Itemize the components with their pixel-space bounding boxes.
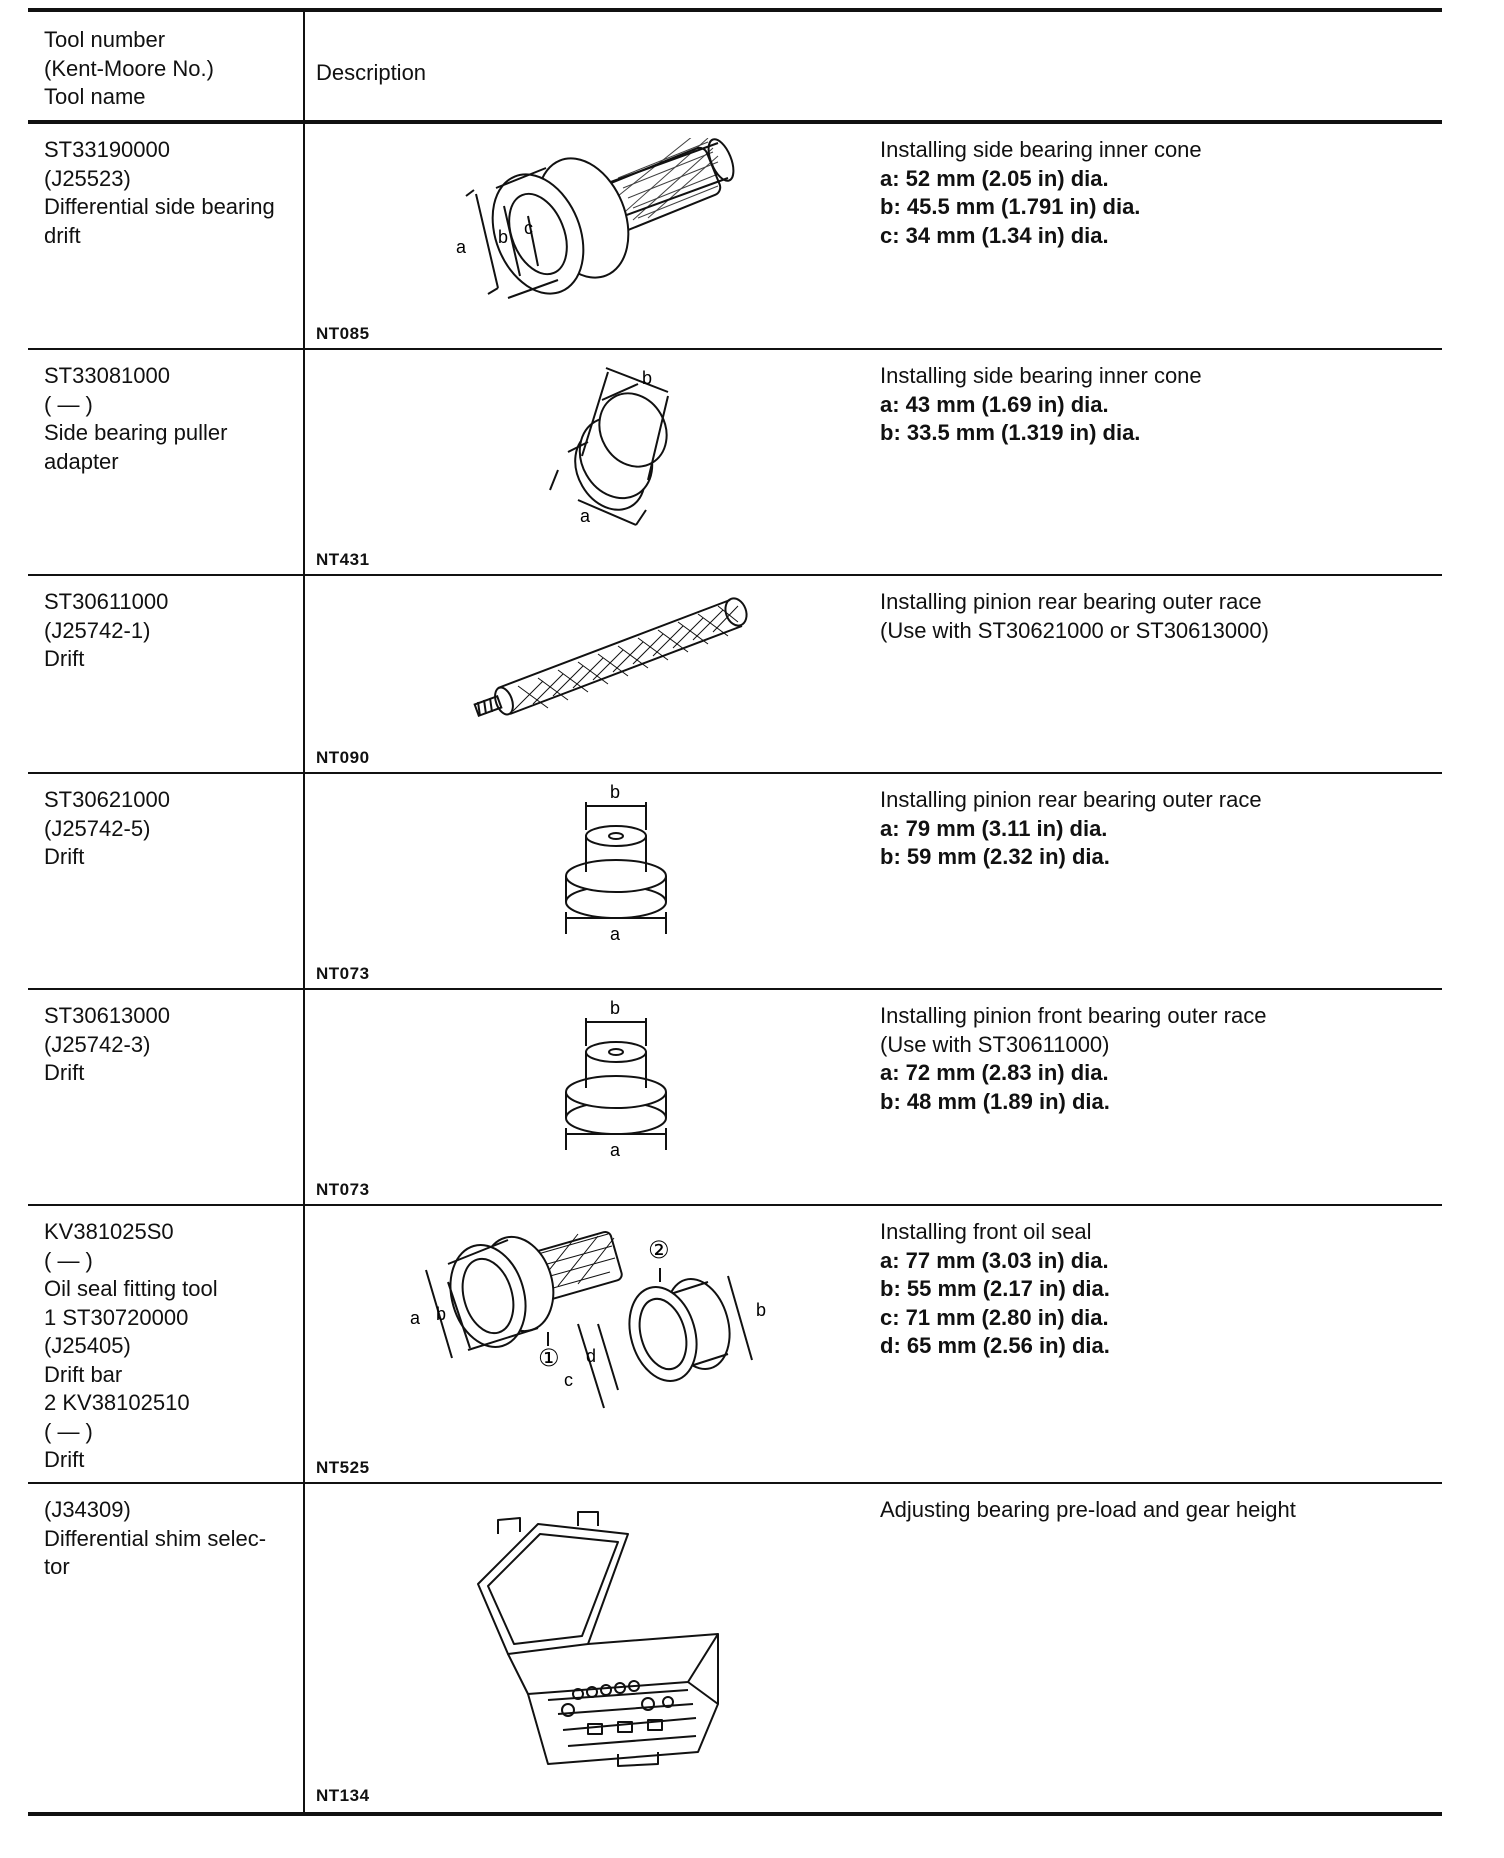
dimension-spec: b: 55 mm (2.17 in) dia. bbox=[880, 1276, 1110, 1301]
description bbox=[880, 786, 1262, 872]
description bbox=[880, 362, 1202, 448]
kent-moore-number: ( — ) bbox=[44, 1418, 93, 1444]
dim-label: a bbox=[580, 506, 591, 526]
dimension-spec: a: 77 mm (3.03 in) dia. bbox=[880, 1247, 1109, 1273]
table-row bbox=[28, 774, 1442, 990]
component-number: 2 KV38102510 bbox=[44, 1390, 190, 1415]
table-row bbox=[28, 124, 1442, 350]
dim-label: b bbox=[610, 1000, 621, 1018]
kent-moore-number: (J25405) bbox=[44, 1333, 131, 1358]
figure-code: NT073 bbox=[316, 1180, 370, 1199]
tool-name: Drift bar bbox=[44, 1361, 123, 1387]
description-text: Installing pinion rear bearing outer race bbox=[880, 589, 1262, 614]
description bbox=[880, 1496, 1296, 1525]
table-row bbox=[28, 1206, 1442, 1484]
description bbox=[880, 1002, 1266, 1116]
header-tool-line: Tool number bbox=[44, 27, 166, 52]
dim-label: b bbox=[642, 368, 653, 388]
tool-info bbox=[44, 786, 170, 872]
drift-bar-figure bbox=[468, 596, 768, 726]
tool-number: ST30621000 bbox=[44, 787, 170, 812]
dim-label: d bbox=[586, 1346, 597, 1366]
dim-label: a bbox=[610, 1140, 621, 1160]
description bbox=[880, 1218, 1110, 1361]
kent-moore-number: ( — ) bbox=[44, 1247, 93, 1273]
tool-name: Side bearing puller bbox=[44, 420, 228, 445]
dim-label: a bbox=[610, 924, 621, 944]
tool-name: Differential side bearing bbox=[44, 194, 275, 219]
header-tool-line: (Kent-Moore No.) bbox=[44, 55, 214, 81]
dimension-spec: b: 48 mm (1.89 in) dia. bbox=[880, 1088, 1110, 1114]
figure-code: NT134 bbox=[316, 1786, 370, 1805]
description-text: Installing pinion front bearing outer race bbox=[880, 1003, 1267, 1028]
table-row bbox=[28, 1484, 1442, 1812]
dimension-spec: a: 43 mm (1.69 in) dia. bbox=[880, 391, 1109, 417]
dim-label: b bbox=[498, 227, 509, 247]
description-text: Installing pinion rear bearing outer race bbox=[880, 787, 1262, 812]
component-number: 1 ST30720000 bbox=[44, 1304, 189, 1330]
tool-number: ST30613000 bbox=[44, 1003, 170, 1028]
table-row bbox=[28, 990, 1442, 1206]
tool-number: ST33081000 bbox=[44, 363, 170, 388]
dim-label: b bbox=[436, 1304, 447, 1324]
side-bearing-drift-figure bbox=[428, 138, 778, 308]
dim-label: b bbox=[756, 1300, 767, 1320]
tool-info bbox=[44, 1496, 266, 1582]
tool-name: Drift bbox=[44, 844, 85, 869]
kent-moore-number: ( — ) bbox=[44, 391, 93, 417]
tool-name: Drift bbox=[44, 646, 85, 671]
tool-name: Differential shim selec- bbox=[44, 1525, 267, 1551]
dim-label: a bbox=[410, 1308, 421, 1328]
tool-name: Drift bbox=[44, 1060, 85, 1085]
figure-code: NT090 bbox=[316, 748, 370, 767]
shim-selector-case-figure bbox=[468, 1504, 768, 1784]
kent-moore-number: (J25742-1) bbox=[44, 617, 151, 643]
description-text: (Use with ST30611000) bbox=[880, 1031, 1110, 1057]
table-row bbox=[28, 350, 1442, 576]
tool-info bbox=[44, 1218, 218, 1475]
description bbox=[880, 136, 1202, 250]
dim-label: c bbox=[524, 218, 533, 238]
kent-moore-number: (J25742-5) bbox=[44, 815, 151, 841]
description-text: Installing side bearing inner cone bbox=[880, 363, 1202, 388]
stepped-drift-figure bbox=[548, 1000, 688, 1160]
tool-number: KV381025S0 bbox=[44, 1219, 174, 1244]
tool-name: adapter bbox=[44, 448, 119, 474]
dimension-spec: a: 79 mm (3.11 in) dia. bbox=[880, 815, 1108, 841]
dimension-spec: d: 65 mm (2.56 in) dia. bbox=[880, 1333, 1110, 1358]
dimension-spec: c: 34 mm (1.34 in) dia. bbox=[880, 222, 1109, 248]
tool-name: Drift bbox=[44, 1447, 85, 1472]
callout-number: ① bbox=[538, 1344, 560, 1372]
dim-label: b bbox=[610, 784, 621, 802]
description-text: (Use with ST30621000 or ST30613000) bbox=[880, 617, 1269, 643]
tool-number: ST33190000 bbox=[44, 137, 170, 162]
tool-info bbox=[44, 362, 227, 476]
tool-info bbox=[44, 1002, 170, 1088]
oil-seal-fitting-tool-figure bbox=[388, 1224, 808, 1444]
dim-label: c bbox=[564, 1370, 573, 1390]
callout-number: ② bbox=[648, 1236, 670, 1264]
header-tool-column bbox=[44, 26, 214, 112]
kent-moore-number: (J25742-3) bbox=[44, 1031, 151, 1057]
header-tool-line: Tool name bbox=[44, 84, 146, 109]
tool-name: tor bbox=[44, 1554, 70, 1579]
tool-name: drift bbox=[44, 222, 81, 248]
description-text: Installing front oil seal bbox=[880, 1219, 1092, 1244]
kent-moore-number: (J25523) bbox=[44, 165, 131, 191]
kent-moore-number: (J34309) bbox=[44, 1497, 131, 1522]
dimension-spec: b: 59 mm (2.32 in) dia. bbox=[880, 844, 1110, 869]
figure-code: NT525 bbox=[316, 1458, 370, 1477]
dimension-spec: c: 71 mm (2.80 in) dia. bbox=[880, 1304, 1109, 1330]
table-header bbox=[28, 12, 1442, 120]
tool-name: Oil seal fitting tool bbox=[44, 1276, 218, 1301]
table-row bbox=[28, 576, 1442, 774]
figure-code: NT073 bbox=[316, 964, 370, 983]
description-text: Installing side bearing inner cone bbox=[880, 137, 1202, 162]
stepped-drift-figure bbox=[548, 784, 688, 944]
dim-label: a bbox=[456, 237, 467, 257]
tool-number: ST30611000 bbox=[44, 589, 169, 614]
figure-code: NT085 bbox=[316, 324, 370, 343]
tool-info bbox=[44, 136, 275, 250]
dimension-spec: a: 52 mm (2.05 in) dia. bbox=[880, 165, 1109, 191]
description-text: Adjusting bearing pre-load and gear height bbox=[880, 1497, 1296, 1522]
side-bearing-puller-adapter-figure bbox=[538, 360, 708, 530]
dimension-spec: b: 33.5 mm (1.319 in) dia. bbox=[880, 420, 1141, 445]
dimension-spec: a: 72 mm (2.83 in) dia. bbox=[880, 1060, 1109, 1085]
table-bottom-rule bbox=[28, 1812, 1442, 1816]
figure-code: NT431 bbox=[316, 550, 370, 569]
tool-info bbox=[44, 588, 168, 674]
header-description-column: Description bbox=[316, 60, 427, 85]
description bbox=[880, 588, 1269, 645]
dimension-spec: b: 45.5 mm (1.791 in) dia. bbox=[880, 194, 1141, 219]
